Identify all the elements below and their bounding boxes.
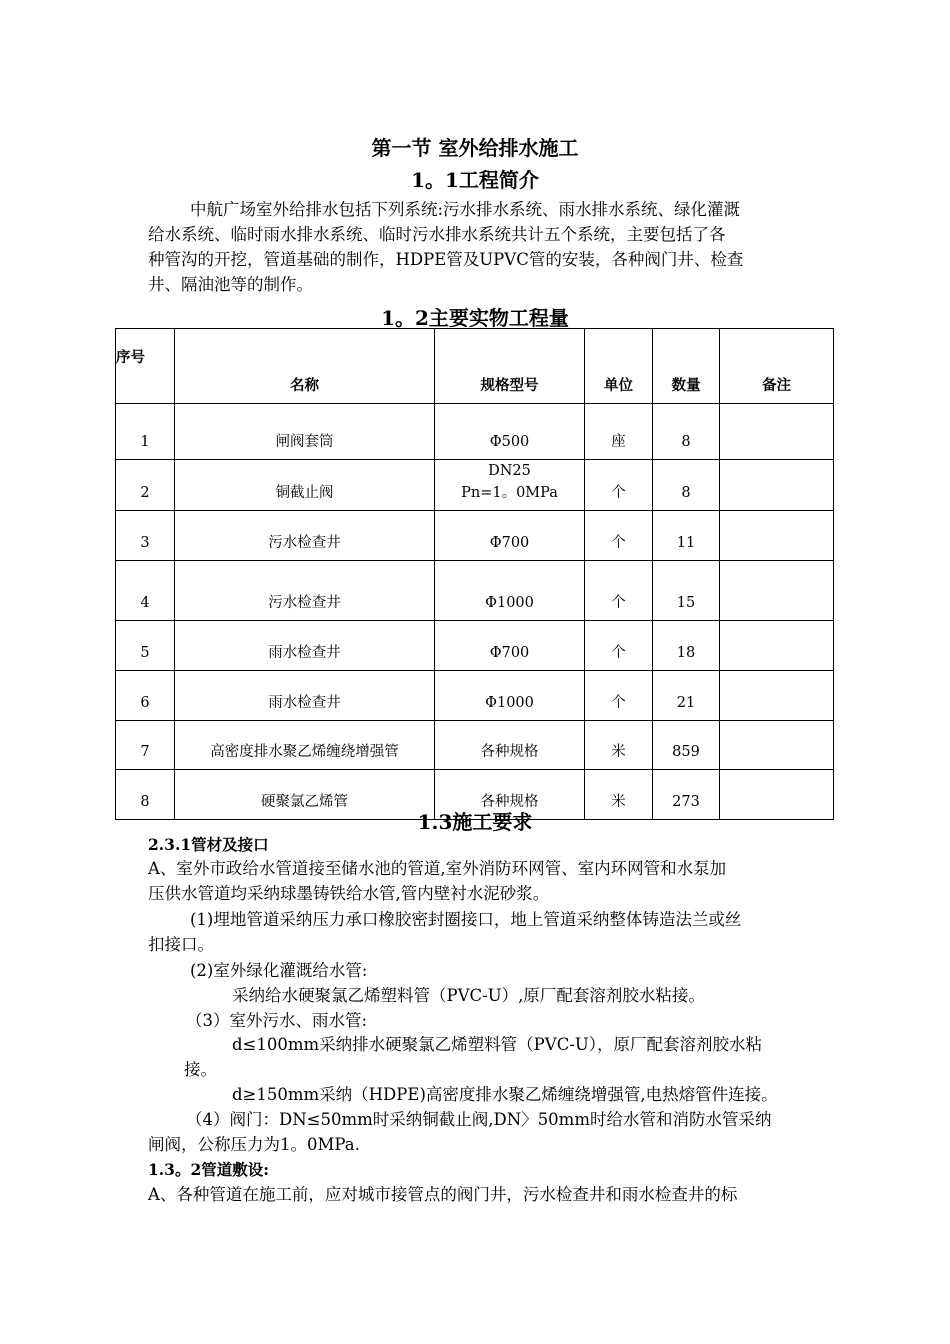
cell-spec	[435, 460, 585, 511]
table-row	[116, 460, 834, 511]
cell-no: 8	[116, 770, 175, 820]
section-title: 第一节 室外给排水施工	[371, 136, 579, 160]
cell-no: 1	[116, 404, 175, 460]
overview-line-1: 中航广场室外给排水包括下列系统:污水排水系统、雨水排水系统、绿化灌溉	[190, 200, 741, 219]
req-b-line-1: A、各种管道在施工前，应对城市接管点的阀门井，污水检查井和雨水检查井的标	[148, 1185, 738, 1204]
col-header-no: 序号	[116, 329, 175, 404]
cell-qty: 8	[653, 404, 720, 460]
req-2-line-2: 采纳给水硬聚氯乙烯塑料管（PVC-U）,原厂配套溶剂胶水粘接。	[232, 986, 705, 1005]
cell-name: 雨水检查井	[175, 621, 435, 671]
cell-note	[720, 511, 834, 561]
col-header-spec: 规格型号	[435, 329, 585, 404]
cell-name: 雨水检查井	[175, 671, 435, 721]
heading-project-overview: 1。1工程简介	[411, 168, 539, 192]
table-header-row	[116, 329, 834, 404]
req-3-line-1: （3）室外污水、雨水管:	[186, 1011, 368, 1030]
table-row	[116, 621, 834, 671]
col-header-qty: 数量	[653, 329, 720, 404]
cell-unit: 米	[585, 770, 653, 820]
cell-unit: 个	[585, 561, 653, 621]
cell-name: 污水检查井	[175, 561, 435, 621]
cell-name: 高密度排水聚乙烯缠绕增强管	[175, 721, 435, 770]
overview-line-3: 种管沟的开挖，管道基础的制作，HDPE管及UPVC管的安装，各种阀门井、检查	[148, 250, 744, 269]
cell-spec-line1: DN25	[488, 463, 531, 479]
cell-unit: 米	[585, 721, 653, 770]
cell-unit: 个	[585, 671, 653, 721]
subheading-pipes-joints: 2.3.1管材及接口	[148, 835, 269, 854]
cell-qty: 8	[653, 460, 720, 511]
cell-no: 5	[116, 621, 175, 671]
table-row	[116, 671, 834, 721]
cell-spec: Φ1000	[435, 561, 585, 621]
cell-qty: 11	[653, 511, 720, 561]
cell-note	[720, 561, 834, 621]
col-header-name: 名称	[175, 329, 435, 404]
table-row	[116, 721, 834, 770]
req-a-line-2: 压供水管道均采纳球墨铸铁给水管,管内壁衬水泥砂浆。	[148, 884, 550, 903]
cell-spec-line2: Pn=1。0MPa	[461, 485, 558, 501]
cell-spec: Φ700	[435, 621, 585, 671]
cell-unit: 个	[585, 511, 653, 561]
cell-unit: 个	[585, 460, 653, 511]
table-row	[116, 561, 834, 621]
req-1-line-1: (1)埋地管道采纳压力承口橡胶密封圈接口，地上管道采纳整体铸造法兰或丝	[190, 910, 742, 929]
cell-spec: Φ1000	[435, 671, 585, 721]
col-header-unit: 单位	[585, 329, 653, 404]
cell-note	[720, 671, 834, 721]
req-3-line-4: d≥150mm采纳（HDPE)高密度排水聚乙烯缠绕增强管,电热熔管件连接。	[232, 1085, 778, 1104]
cell-qty: 859	[653, 721, 720, 770]
cell-spec: 各种规格	[435, 721, 585, 770]
col-header-note: 备注	[720, 329, 834, 404]
heading-quantities: 1。2主要实物工程量	[381, 306, 569, 330]
quantities-table	[115, 328, 834, 820]
cell-note	[720, 460, 834, 511]
cell-no: 4	[116, 561, 175, 621]
cell-name: 硬聚氯乙烯管	[175, 770, 435, 820]
cell-unit: 个	[585, 621, 653, 671]
cell-note	[720, 621, 834, 671]
cell-name: 铜截止阀	[175, 460, 435, 511]
cell-no: 6	[116, 671, 175, 721]
cell-qty: 273	[653, 770, 720, 820]
overview-line-4: 井、隔油池等的制作。	[148, 275, 313, 294]
req-4-line-2: 闸阀，公称压力为1。0MPa.	[148, 1135, 360, 1154]
cell-no: 2	[116, 460, 175, 511]
table-row	[116, 511, 834, 561]
cell-name: 闸阀套筒	[175, 404, 435, 460]
table-row	[116, 404, 834, 460]
req-1-line-2: 扣接口。	[148, 935, 214, 954]
subheading-pipe-laying: 1.3。2管道敷设:	[148, 1160, 269, 1179]
req-3-line-2: d≤100mm采纳排水硬聚氯乙烯塑料管（PVC-U），原厂配套溶剂胶水粘	[232, 1035, 763, 1054]
cell-note	[720, 721, 834, 770]
cell-unit: 座	[585, 404, 653, 460]
cell-spec: 各种规格	[435, 770, 585, 820]
req-4-line-1: （4）阀门：DN≤50mm时采纳铜截止阀,DN〉50mm时给水管和消防水管采纳	[186, 1110, 772, 1129]
cell-note	[720, 404, 834, 460]
req-3-line-3: 接。	[184, 1060, 217, 1079]
heading-requirements: 1.3施工要求	[417, 810, 533, 834]
cell-spec: Φ500	[435, 404, 585, 460]
overview-line-2: 给水系统、临时雨水排水系统、临时污水排水系统共计五个系统，主要包括了各	[148, 225, 726, 244]
cell-name: 污水检查井	[175, 511, 435, 561]
cell-spec: Φ700	[435, 511, 585, 561]
cell-no: 3	[116, 511, 175, 561]
cell-qty: 15	[653, 561, 720, 621]
req-2-line-1: (2)室外绿化灌溉给水管:	[190, 961, 368, 980]
cell-qty: 18	[653, 621, 720, 671]
req-a-line-1: A、室外市政给水管道接至储水池的管道,室外消防环网管、室内环网管和水泵加	[148, 859, 727, 878]
cell-qty: 21	[653, 671, 720, 721]
cell-no: 7	[116, 721, 175, 770]
